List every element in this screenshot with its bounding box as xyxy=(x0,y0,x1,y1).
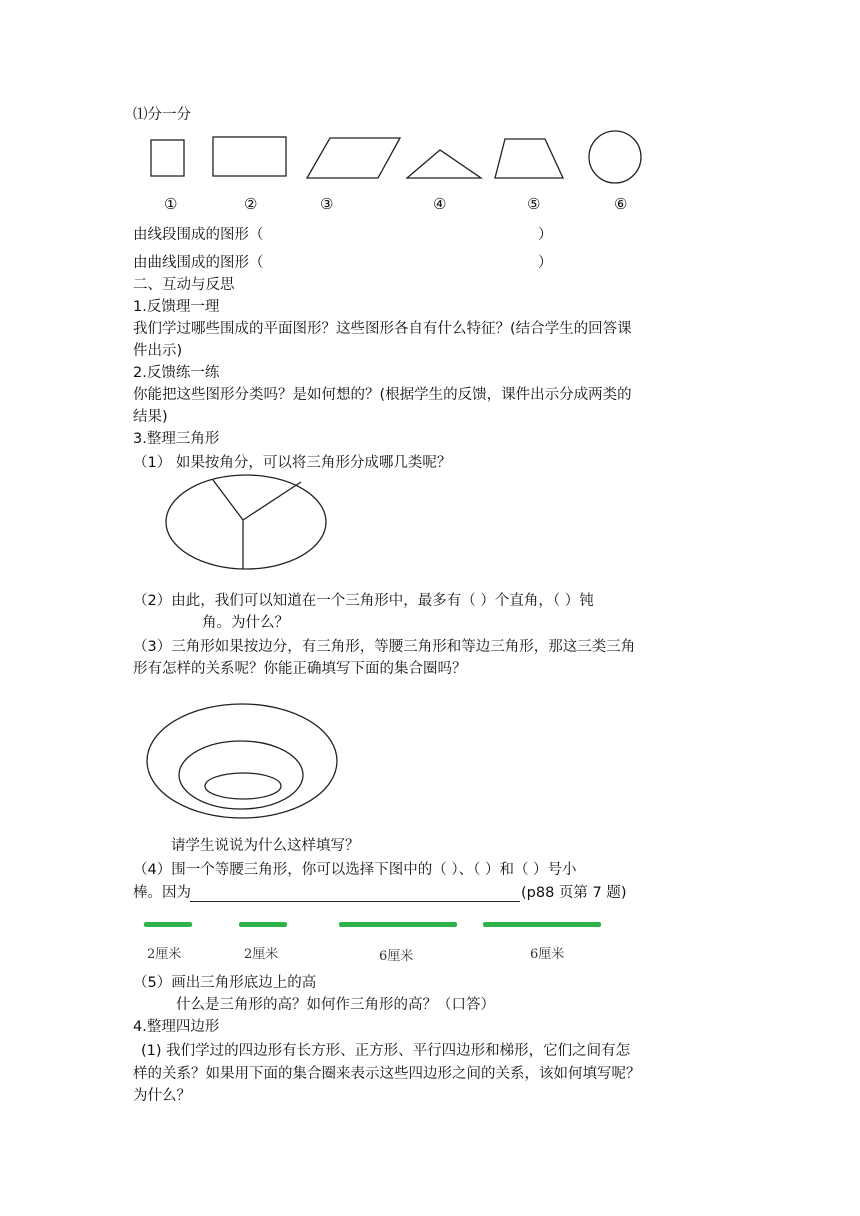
shape-number-5: ⑤ xyxy=(527,195,541,213)
triangle-angle-ellipse xyxy=(163,470,333,580)
q4-line2-start: 棒。因为 xyxy=(133,885,191,901)
s1-line1: 我们学过哪些围成的平面图形？这些图形各自有什么特征？(结合学生的回答课 xyxy=(133,321,632,337)
shape-number-1: ① xyxy=(164,195,178,213)
curve-close: ） xyxy=(538,255,553,271)
s2-line1: 你能把这些图形分类吗？是如何想的？(根据学生的反馈，课件出示分成两类的 xyxy=(133,387,632,403)
q4-line1: （4）围一个等腰三角形，你可以选择下图中的（ ）、（ ）和（ ）号小 xyxy=(133,862,577,878)
q1-text: （1） 如果按角分，可以将三角形分成哪几类呢？ xyxy=(133,455,452,471)
section2-heading: 二、互动与反思 xyxy=(133,277,235,293)
stick-label-1: 2厘米 xyxy=(147,947,182,962)
stick-label-4: 6厘米 xyxy=(530,947,565,962)
q5-text: （5）画出三角形底边上的高 xyxy=(133,975,317,991)
rectangle-shape xyxy=(213,137,286,176)
triangle-shape xyxy=(407,150,481,178)
triangle-set-diagram xyxy=(145,702,365,832)
s4-line2: 样的关系？如果用下面的集合圈来表示这些四边形之间的关系，该如何填写呢？ xyxy=(133,1066,641,1082)
shape-number-6: ⑥ xyxy=(614,195,628,213)
curve-prompt: 由曲线围成的图形（ xyxy=(133,255,264,271)
s4-line3: 为什么？ xyxy=(133,1088,191,1104)
stick-2 xyxy=(239,922,287,927)
s3-title: 3.整理三角形 xyxy=(133,431,220,447)
q3-line1: （3）三角形如果按边分，有三角形，等腰三角形和等边三角形，那这三类三角 xyxy=(133,639,636,655)
stick-4 xyxy=(483,922,601,927)
stick-label-3: 6厘米 xyxy=(379,949,414,964)
stick-label-2: 2厘米 xyxy=(244,947,279,962)
s1-line2: 件出示) xyxy=(133,343,183,359)
s2-line2: 结果) xyxy=(133,409,168,425)
trapezoid-shape xyxy=(495,139,563,178)
circle-shape xyxy=(589,131,641,183)
q4-answer-underline xyxy=(190,901,520,902)
s1-title: 1.反馈理一理 xyxy=(133,299,220,315)
line-segments-close: ） xyxy=(538,227,553,243)
square-shape xyxy=(151,140,184,176)
s2-title: 2.反馈练一练 xyxy=(133,365,220,381)
s4-line1: (1) 我们学过的四边形有长方形、正方形、平行四边形和梯形，它们之间有怎 xyxy=(141,1043,631,1059)
line-segments-prompt: 由线段围成的图形（ xyxy=(133,227,264,243)
q5-sub: 什么是三角形的高？如何作三角形的高？（口答） xyxy=(176,997,495,1013)
s4-title: 4.整理四边形 xyxy=(133,1019,220,1035)
part1-title: ⑴分一分 xyxy=(133,107,191,123)
shape-number-3: ③ xyxy=(320,195,334,213)
parallelogram-shape xyxy=(307,138,400,178)
shapes-row xyxy=(0,120,860,320)
shape-number-4: ④ xyxy=(433,195,447,213)
q3-line2: 形有怎样的关系呢？你能正确填写下面的集合圈吗？ xyxy=(133,661,467,677)
q2-line2: 角。为什么？ xyxy=(202,615,289,631)
q2-line1: （2）由此，我们可以知道在一个三角形中，最多有（ ）个直角，（ ）钝 xyxy=(133,593,594,609)
stick-1 xyxy=(144,922,192,927)
stick-3 xyxy=(339,922,457,927)
shape-number-2: ② xyxy=(244,195,258,213)
explain-text: 请学生说说为什么这样填写？ xyxy=(171,838,360,854)
q4-line2-ref: (p88 页第 7 题) xyxy=(521,885,627,901)
